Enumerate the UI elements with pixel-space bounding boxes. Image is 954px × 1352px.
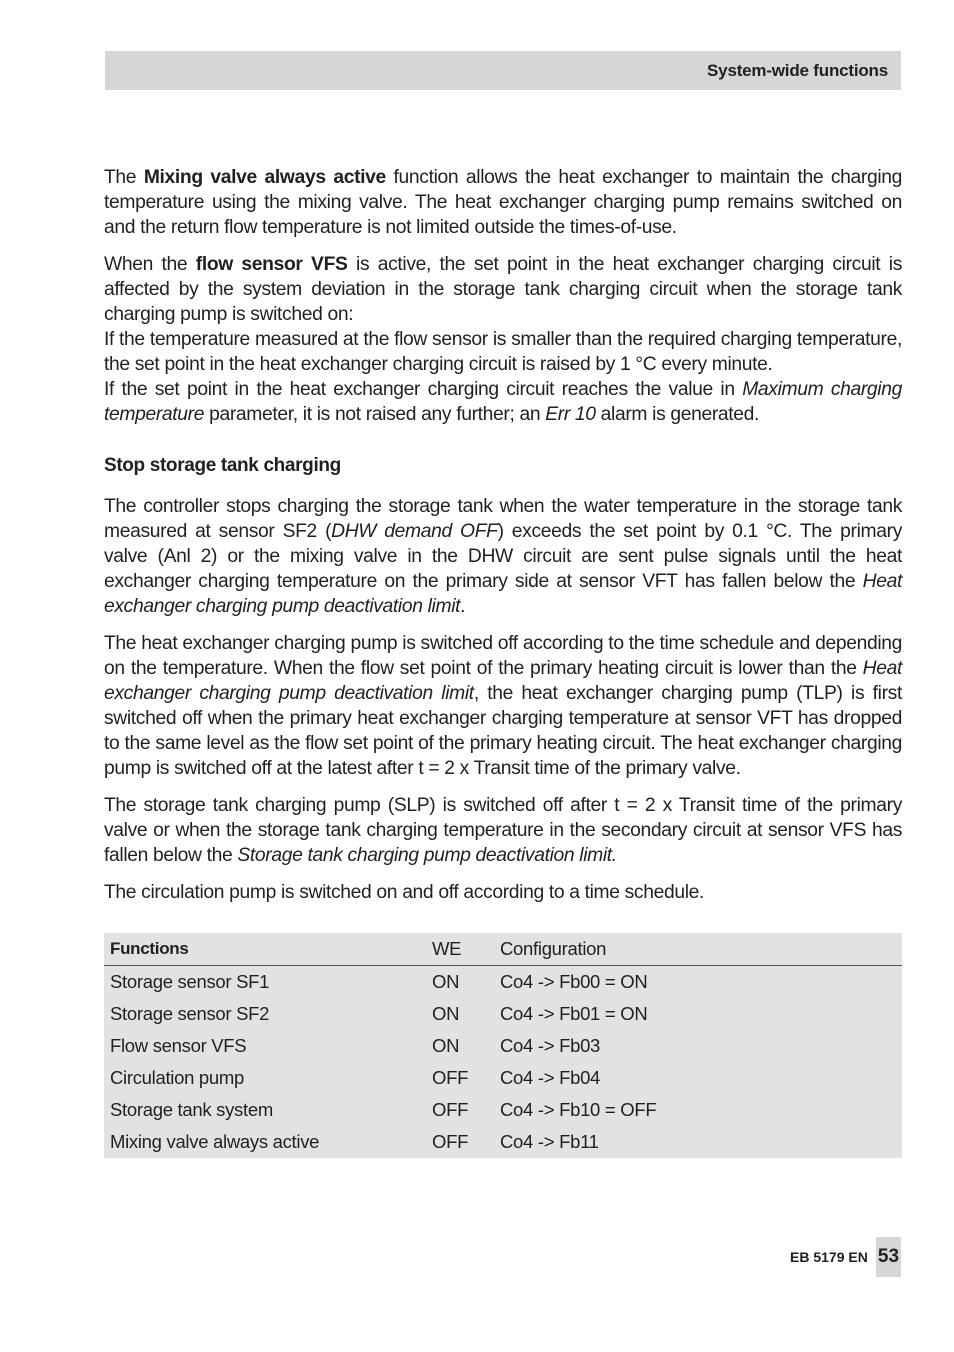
paragraph-flow-sensor xyxy=(104,252,902,427)
param-name: Storage tank charging pump deactivation limit. xyxy=(237,845,617,866)
table-row xyxy=(104,1126,902,1158)
text: parameter, it is not raised any further; an xyxy=(204,404,546,425)
param-name: DHW demand OFF xyxy=(331,521,498,542)
alarm-name: Err 10 xyxy=(545,404,596,425)
table-cell: Flow sensor VFS xyxy=(110,1035,247,1056)
table-cell: Circulation pump xyxy=(110,1067,245,1088)
text: alarm is generated. xyxy=(595,404,760,425)
table-cell: ON xyxy=(432,971,460,992)
table-row xyxy=(104,966,902,998)
header-bar xyxy=(105,51,901,90)
table-cell: Storage sensor SF2 xyxy=(110,1003,270,1024)
text: , the heat exchanger charging pump (TLP) is first switched off when the primary heat exchanger charging temperature at sensor VFT has dropped to the same level as the flow set point of the primary heating circuit. The heat exchanger charging pump is switched off at the latest after t = 2 x Transit time of the primary valve. xyxy=(104,683,902,779)
paragraph-mixing-valve xyxy=(104,165,902,240)
table-cell: Storage tank system xyxy=(110,1099,273,1120)
column-header: Configuration xyxy=(500,938,607,959)
table-row xyxy=(104,1094,902,1126)
functions-table xyxy=(104,933,902,1158)
body-text xyxy=(104,165,902,917)
text: If the set point in the heat exchanger charging circuit reaches the value in xyxy=(104,379,743,400)
table-cell: ON xyxy=(432,1035,460,1056)
table-cell: OFF xyxy=(432,1067,469,1088)
param-name: Heat exchanger charging pump deactivation limit xyxy=(104,571,902,617)
paragraph-circulation: The circulation pump is switched on and off according to a time schedule. xyxy=(104,882,705,903)
table-cell: Co4 -> Fb04 xyxy=(500,1067,601,1088)
text: is active, the set point in the heat exchanger charging circuit is affected by the system deviation in the storage tank charging circuit when the storage tank charging pump is switched on: xyxy=(104,254,902,325)
column-header: Functions xyxy=(110,939,189,958)
param-name: Heat exchanger charging pump deactivation limit xyxy=(104,658,902,704)
column-header: WE xyxy=(432,938,462,959)
paragraph-slp xyxy=(104,793,902,868)
text: The heat exchanger charging pump is switched off according to the time schedule and depending on the temperature. When the flow set point of the primary heating circuit is lower than the xyxy=(104,633,902,679)
page-number: 53 xyxy=(876,1237,901,1277)
text: If the temperature measured at the flow sensor is smaller than the required charging temperature, the set point in the heat exchanger charging circuit is raised by 1 °C every minute. xyxy=(104,329,902,375)
text: The storage tank charging pump (SLP) is switched off after t = 2 x Transit time of the primary valve or when the storage tank charging temperature in the secondary circuit at sensor VFS has fallen below the xyxy=(104,795,902,866)
term-mixing-valve: Mixing valve always active xyxy=(143,167,386,188)
table-cell: Co4 -> Fb01 = ON xyxy=(500,1003,648,1024)
text: ) exceeds the set point by 0.1 °C. The primary valve (Anl 2) or the mixing valve in the DHW circuit are sent pulse signals until the heat exchanger charging temperature on the primary side at sensor VFT has fallen below the xyxy=(104,521,902,592)
text: . xyxy=(460,596,466,617)
text: function allows the heat exchanger to maintain the charging temperature using the mixing valve. The heat exchanger charging pump remains switched on and the return flow temperature is not limited outside the times-of-use. xyxy=(104,167,902,238)
section-heading: Stop storage tank charging xyxy=(104,455,341,476)
table-cell: Storage sensor SF1 xyxy=(110,971,270,992)
table-cell: ON xyxy=(432,1003,460,1024)
table-row xyxy=(104,1062,902,1094)
paragraph-hx-pump xyxy=(104,631,902,781)
document-code: EB 5179 EN xyxy=(790,1249,868,1265)
table-cell: Mixing valve always active xyxy=(110,1131,320,1152)
paragraph-stop-charging xyxy=(104,494,902,619)
table-cell: Co4 -> Fb11 xyxy=(500,1131,599,1152)
table-cell: Co4 -> Fb10 = OFF xyxy=(500,1099,657,1120)
table-row xyxy=(104,1030,902,1062)
table-header xyxy=(104,933,902,966)
table-cell: Co4 -> Fb00 = ON xyxy=(500,971,648,992)
table-cell: OFF xyxy=(432,1099,469,1120)
text: The controller stops charging the storage tank when the water temperature in the storage tank measured at sensor SF2 ( xyxy=(104,496,902,542)
table-row xyxy=(104,998,902,1030)
table-cell: Co4 -> Fb03 xyxy=(500,1035,601,1056)
text: When the xyxy=(104,254,196,275)
table-cell: OFF xyxy=(432,1131,469,1152)
text: The xyxy=(104,167,144,188)
param-name: Maximum charging temperature xyxy=(104,379,902,425)
section-title: System-wide functions xyxy=(707,61,888,80)
term-flow-sensor: flow sensor VFS xyxy=(195,254,348,275)
